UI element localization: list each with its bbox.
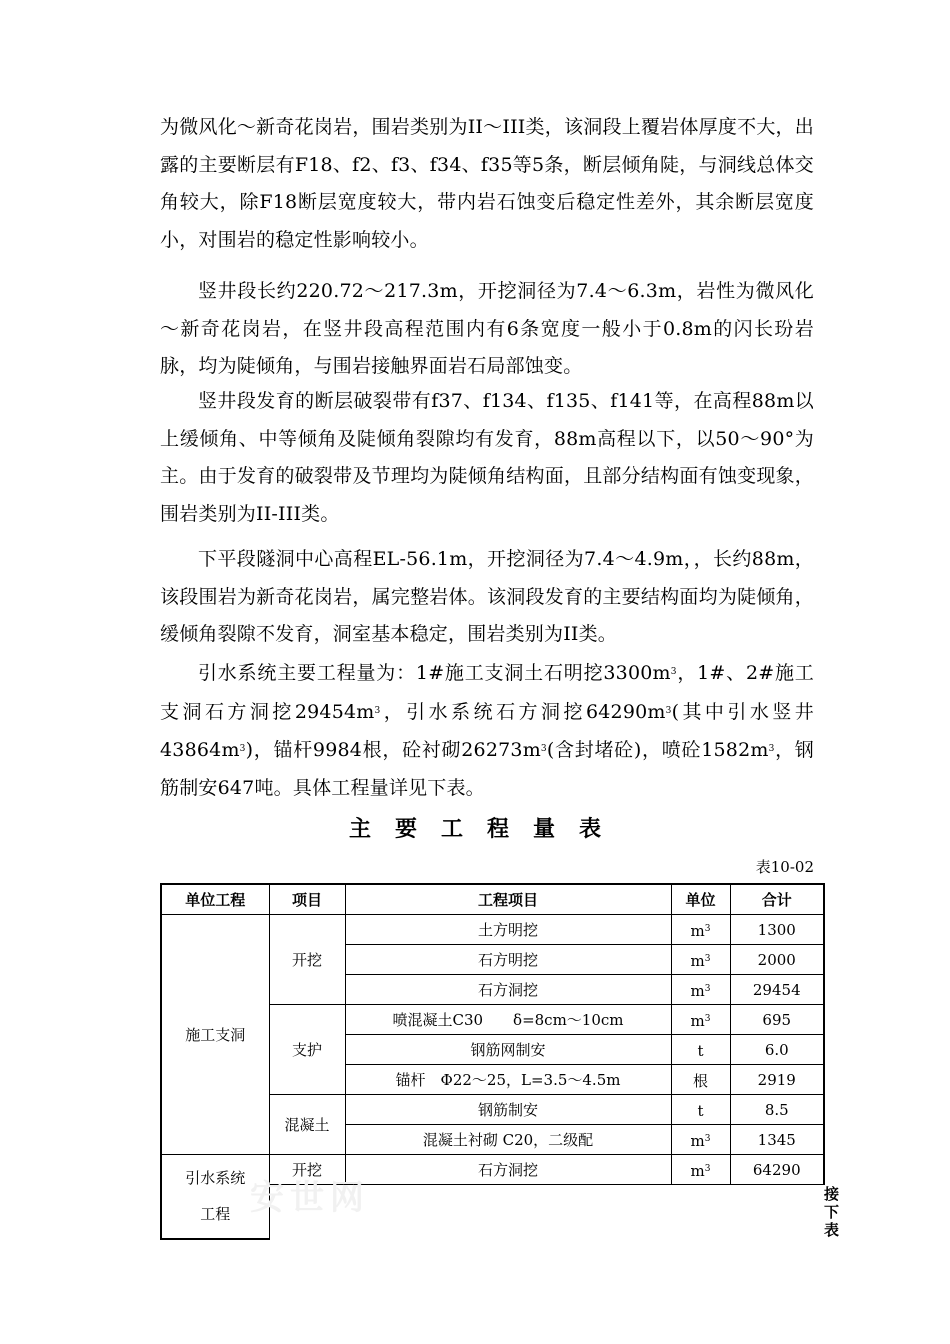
unit-superscript: 3: [704, 1133, 711, 1144]
total-cell: 6.0: [730, 1035, 824, 1065]
unit-text: t: [697, 1041, 704, 1060]
superscript: 3: [540, 744, 547, 754]
category-cell: 混凝土: [269, 1095, 345, 1155]
total-cell: 695: [730, 1005, 824, 1035]
unit-text: m: [690, 1011, 705, 1030]
para5-text-1: 引水系统主要工程量为：1#施工支洞土石明挖3300m: [198, 662, 671, 684]
total-cell: 2919: [730, 1065, 824, 1095]
paragraph-3: 竖井段发育的断层破裂带有f37、f134、f135、f141等，在高程88m以上缓倾角、中等倾角及陡倾角裂隙均有发育，88m高程以下，以50～90°为主。由于发育的破裂带及节理均为陡倾角结构面，且部分结构面有蚀变现象，围岩类别为II-III类。: [160, 390, 814, 525]
unit-cell: [671, 915, 730, 945]
total-cell: 1300: [730, 915, 824, 945]
unit-cell: [671, 1005, 730, 1035]
para5-text-6: (含封堵砼)，喷砼1582m: [546, 739, 769, 761]
para5-text-5: )，锚杆9984根，砼衬砌26273m: [245, 739, 541, 761]
header-cell: 单位工程: [161, 884, 269, 915]
unit-text: m: [690, 951, 705, 970]
unit-text: 根: [692, 1071, 708, 1090]
superscript: 3: [768, 744, 775, 754]
unit-superscript: 3: [704, 953, 711, 964]
unit-superscript: 3: [704, 923, 711, 934]
para5-text-7: ，钢筋制安647吨。具体工程量详见下表。: [160, 739, 815, 799]
table-header-row: [161, 884, 824, 915]
header-cell: 合计: [730, 884, 824, 915]
table-title: 主要工程量表: [348, 817, 625, 842]
unit-text: m: [690, 921, 705, 940]
item-cell: 钢筋制安: [345, 1095, 671, 1125]
unit-text: m: [690, 981, 705, 1000]
para5-text-2: ，1#、2#施工支洞石方洞挖29454m: [160, 662, 814, 723]
unit-cell: [671, 975, 730, 1005]
total-cell: 64290: [730, 1155, 824, 1185]
header-cell: 单位: [671, 884, 730, 915]
item-cell: 石方洞挖: [345, 975, 671, 1005]
superscript: 3: [239, 744, 246, 754]
unit-superscript: 3: [704, 983, 711, 994]
para5-text-3: ，引水系统石方洞挖64290m: [380, 700, 666, 723]
unit-superscript: 3: [704, 1013, 711, 1024]
item-cell: 钢筋网制安: [345, 1035, 671, 1065]
category-cell: 开挖: [269, 915, 345, 1005]
paragraph-2: 竖井段长约220.72～217.3m，开挖洞径为7.4～6.3m，岩性为微风化～新奇花岗岩，在竖井段高程范围内有6条宽度一般小于0.8m的闪长玢岩脉，均为陡倾角，与围岩接触界面岩石局部蚀变。: [160, 280, 814, 377]
unit-cell: [671, 1125, 730, 1155]
category-cell: 支护: [269, 1005, 345, 1095]
unit-project-cell: 施工支洞: [161, 915, 269, 1155]
header-cell: 项目: [269, 884, 345, 915]
item-cell: 喷混凝土C30 δ=8cm～10cm: [345, 1005, 671, 1035]
unit-superscript: 3: [704, 1163, 711, 1174]
item-cell: 混凝土衬砌 C20，二级配: [345, 1125, 671, 1155]
table-row: [161, 915, 824, 945]
unit-text: t: [697, 1101, 704, 1120]
superscript: 3: [374, 705, 381, 716]
unit-cell: [671, 1155, 730, 1185]
paragraph-4: 下平段隧洞中心高程EL-56.1m，开挖洞径为7.4～4.9m，，长约88m，该段围岩为新奇花岗岩，属完整岩体。该洞段发育的主要结构面均为陡倾角，缓倾角裂隙不发育，洞室基本稳定，围岩类别为II类。: [160, 548, 815, 645]
item-cell: 锚杆 Φ22～25，L=3.5～4.5m: [345, 1065, 671, 1095]
paragraph-5: [160, 654, 814, 807]
category-cell: 开挖: [269, 1155, 345, 1185]
item-cell: 石方洞挖: [345, 1155, 671, 1185]
total-cell: 8.5: [730, 1095, 824, 1125]
item-cell: 石方明挖: [345, 945, 671, 975]
total-cell: 1345: [730, 1125, 824, 1155]
unit-project-line-1: 引水系统: [185, 1169, 246, 1188]
unit-text: m: [690, 1131, 705, 1150]
header-cell: 工程项目: [345, 884, 671, 915]
table-footer-row: 接下表: [161, 1185, 824, 1239]
unit-project-line-2: 工程: [200, 1205, 231, 1224]
superscript: 3: [670, 667, 677, 677]
para5-text-4: (其中引水竖井43864m: [160, 700, 815, 761]
total-cell: 29454: [730, 975, 824, 1005]
item-cell: 土方明挖: [345, 915, 671, 945]
total-cell: 2000: [730, 945, 824, 975]
paragraph-1: 为微风化～新奇花岗岩，围岩类别为II～III类，该洞段上覆岩体厚度不大，出露的主要断层有F18、f2、f3、f34、f35等5条，断层倾角陡，与洞线总体交角较大，除F18断层宽度较大，带内岩石蚀变后稳定性差外，其余断层宽度小，对围岩的稳定性影响较小。: [160, 116, 814, 251]
watermark: 安世网: [250, 1178, 370, 1218]
table-number: 表10-02: [755, 858, 814, 876]
unit-text: m: [690, 1161, 705, 1180]
unit-cell: [671, 945, 730, 975]
unit-cell: [671, 1095, 730, 1125]
unit-cell: [671, 1065, 730, 1095]
unit-cell: [671, 1035, 730, 1065]
superscript: 3: [665, 705, 672, 716]
